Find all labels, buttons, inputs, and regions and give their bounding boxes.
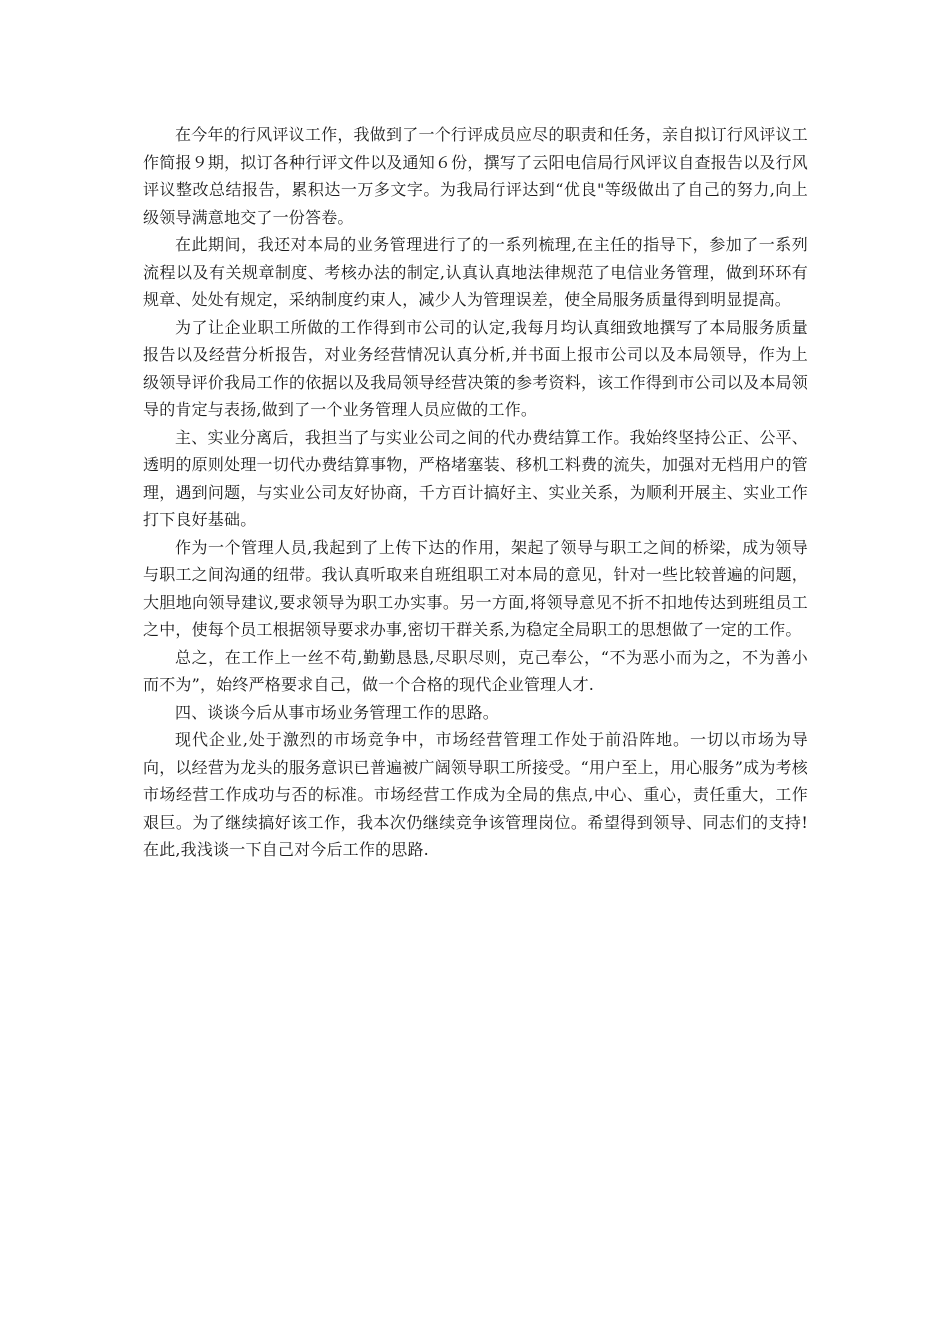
paragraph-7: 现代企业,处于激烈的市场竞争中，市场经营管理工作处于前沿阵地。一切以市场为导向，以经营为龙头的服务意识已普遍被广阔领导职工所接受。“用户至上，用心服务”成为考核市场经营工作成功与否的标准。市场经营工作成为全局的焦点,中心、重心，责任重大，工作艰巨。为了继续搞好该工作，我本次仍继续竞争该管理岗位。希望得到领导、同志们的支持!在此,我浅谈一下自己对今后工作的思路.	[143, 730, 808, 859]
paragraph-6: 总之，在工作上一丝不苟,勤勤恳恳,尽职尽则，克己奉公，“不为恶小而为之，不为善小而不为”，始终严格要求自己，做一个合格的现代企业管理人才.	[143, 647, 808, 694]
paragraph-3: 为了让企业职工所做的工作得到市公司的认定,我每月均认真细致地撰写了本局服务质量报告以及经营分析报告，对业务经营情况认真分析,并书面上报市公司以及本局领导，作为上级领导评价我局工作的依据以及我局领导经营决策的参考资料，该工作得到市公司以及本局领导的肯定与表扬,做到了一个业务管理人员应做的工作。	[143, 317, 808, 419]
paragraph-1: 在今年的行风评议工作，我做到了一个行评成员应尽的职责和任务，亲自拟订行风评议工作简报９期，拟订各种行评文件以及通知６份，撰写了云阳电信局行风评议自查报告以及行风评议整改总结报告，累积达一万多文字。为我局行评达到“优良"等级做出了自己的努力,向上级领导满意地交了一份答卷。	[143, 125, 808, 227]
paragraph-2: 在此期间，我还对本局的业务管理进行了的一系列梳理,在主任的指导下，参加了一系列流程以及有关规章制度、考核办法的制定,认真认真地法律规范了电信业务管理，做到环环有规章、处处有规定，采纳制度约束人，减少人为管理误差，使全局服务质量得到明显提高。	[143, 235, 808, 309]
document-body	[143, 121, 808, 864]
paragraph-5: 作为一个管理人员,我起到了上传下达的作用，架起了领导与职工之间的桥梁，成为领导与职工之间沟通的纽带。我认真听取来自班组职工对本局的意见，针对一些比较普遍的问题，大胆地向领导建议,要求领导为职工办实事。另一方面,将领导意见不折不扣地传达到班组员工之中，使每个员工根据领导要求办事,密切干群关系,为稳定全局职工的思想做了一定的工作。	[143, 537, 808, 639]
section-heading: 四、谈谈今后从事市场业务管理工作的思路。	[175, 702, 500, 722]
paragraph-4: 主、实业分离后，我担当了与实业公司之间的代办费结算工作。我始终坚持公正、公平、透明的原则处理一切代办费结算事物，严格堵塞装、移机工料费的流失，加强对无档用户的管理，遇到问题，与实业公司友好协商，千方百计搞好主、实业关系，为顺利开展主、实业工作打下良好基础。	[143, 427, 808, 529]
